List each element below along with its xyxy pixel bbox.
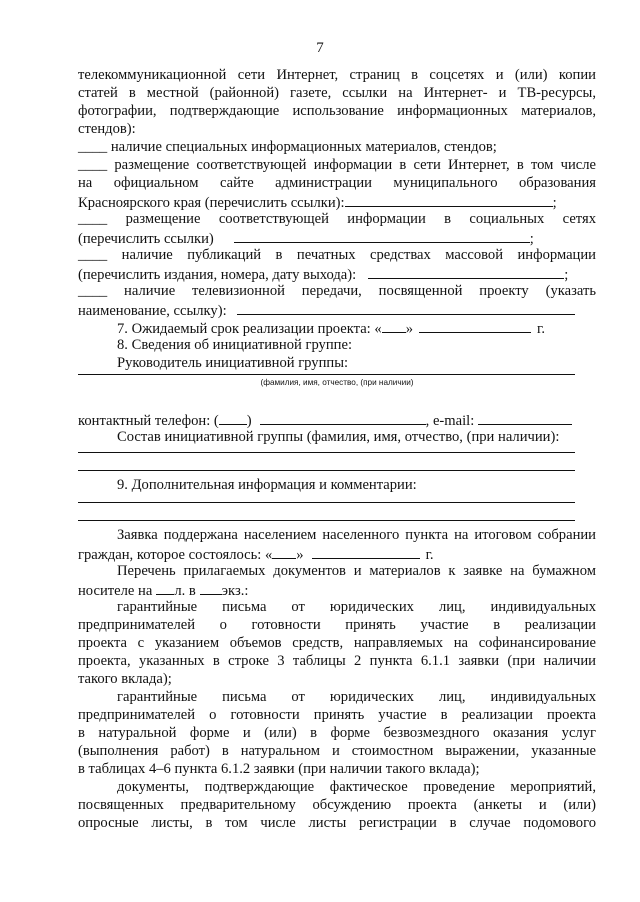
text-line: стендов): (78, 121, 136, 137)
text-label: л. в (174, 583, 196, 599)
contacts-line (78, 410, 596, 428)
attachment-item: документы, подтверждающие фактическое проведение мероприятий, (117, 779, 596, 795)
meeting-day-field[interactable] (272, 544, 296, 559)
text-punct: ; (564, 267, 569, 283)
checklist-item-materials: ____ наличие специальных информационных материалов, стендов; (78, 139, 497, 155)
text-line (78, 192, 596, 210)
text-line: такого вклада); (78, 671, 172, 687)
phone-field[interactable] (260, 410, 426, 425)
day-field[interactable] (382, 318, 406, 333)
text-line: Заявка поддержана населением населенного пункта на итоговом собрании (117, 527, 596, 543)
text-line: телекоммуникационной сети Интернет, страниц в соцсетях и (или) копии (78, 67, 596, 83)
text-line: на официальном сайте администрации муниципального образования (78, 175, 596, 191)
pages-count-field[interactable] (156, 580, 174, 595)
text-line: предпринимателей о готовности принять участие в реализации проекта (78, 707, 596, 723)
text-label: , e-mail: (425, 413, 475, 429)
text-label: наименование, ссылку): (78, 303, 227, 319)
text-label: контактный телефон: ( (78, 413, 219, 429)
month-year-field[interactable] (419, 318, 531, 333)
phone-code-field[interactable] (219, 410, 247, 425)
text-label: » (405, 321, 413, 337)
additional-info-field[interactable] (78, 520, 575, 521)
group-members-label: Состав инициативной группы (фамилия, имя, отчество, (при наличии): (117, 429, 560, 445)
text-label: экз.: (221, 583, 249, 599)
text-label: Красноярского края (перечислить ссылки): (78, 195, 345, 211)
group-leader-label: Руководитель инициативной группы: (117, 355, 349, 371)
text-line: в натуральной форме и (или) в форме безвозмездного оказания услуг (78, 725, 596, 741)
section-8-title: 8. Сведения об инициативной группе: (117, 337, 353, 353)
text-line: статей в местной (районной) газете, ссылки на Интернет- и ТВ-ресурсы, (78, 85, 596, 101)
text-label: граждан, которое состоялось: « (78, 547, 273, 563)
checklist-item-tv: ____ наличие телевизионной передачи, посвященной проекту (указать (78, 283, 596, 299)
leader-name-caption: (фамилия, имя, отчество, (при наличии) (260, 378, 414, 387)
pages-copies-line (78, 580, 596, 598)
additional-info-field[interactable] (78, 502, 575, 503)
text-line (78, 300, 596, 318)
text-label: ) (246, 413, 252, 429)
attachment-item: гарантийные письма от юридических лиц, индивидуальных (117, 689, 596, 705)
text-punct: ; (552, 195, 557, 211)
text-line: проекта с указанием объемов средств, направляемых на софинансирование (78, 635, 596, 651)
text-line: в таблицах 4–6 пункта 6.1.2 заявки (при наличии такого вклада); (78, 761, 480, 777)
social-links-field[interactable] (234, 228, 530, 243)
email-field[interactable] (478, 410, 572, 425)
group-members-field[interactable] (78, 470, 575, 471)
tv-field[interactable] (237, 300, 575, 315)
text-line (78, 264, 596, 282)
text-line: фотографии, подтверждающие использование информационных материалов, (78, 103, 596, 119)
text-label: (перечислить ссылки) (78, 231, 214, 247)
checklist-item-press: ____ наличие публикаций в печатных средствах массовой информации (78, 247, 596, 263)
meeting-date-line (78, 544, 596, 562)
group-members-field[interactable] (78, 452, 575, 453)
section-9-title: 9. Дополнительная информация и комментарии: (117, 477, 417, 493)
checklist-item-social: ____ размещение соответствующей информации в социальных сетях (78, 211, 596, 227)
text-label: г. (536, 321, 545, 337)
text-line: посвященных предварительному обсуждению проекта (анкеты и (или) (78, 797, 596, 813)
attachment-item: гарантийные письма от юридических лиц, индивидуальных (117, 599, 596, 615)
meeting-month-year-field[interactable] (312, 544, 420, 559)
text-line (78, 228, 596, 246)
text-line: Перечень прилагаемых документов и материалов к заявке на бумажном (117, 563, 596, 579)
text-label: 7. Ожидаемый срок реализации проекта: « (117, 321, 382, 337)
text-punct: ; (529, 231, 534, 247)
copies-count-field[interactable] (200, 580, 222, 595)
press-field[interactable] (368, 264, 564, 279)
text-line: опросные листы, в том числе листы регистрации в случае подомового (78, 815, 596, 831)
page-number: 7 (316, 40, 324, 56)
text-label: (перечислить издания, номера, дату выхода): (78, 267, 357, 283)
links-field[interactable] (345, 192, 553, 207)
text-label: носителе на (78, 583, 153, 599)
checklist-item-internet: ____ размещение соответствующей информации в сети Интернет, в том числе (78, 157, 596, 173)
text-line: проекта, указанных в строке 3 таблицы 2 пункта 6.1.1 заявки (при наличии (78, 653, 596, 669)
section-7 (117, 318, 596, 336)
leader-name-field[interactable] (78, 374, 575, 375)
text-label: г. (425, 547, 434, 563)
text-label: » (296, 547, 304, 563)
text-line: предпринимателей о готовности принять участие в реализации (78, 617, 596, 633)
text-line: (выполнения работ) в натуральном и стоимостном выражении, указанные (78, 743, 596, 759)
